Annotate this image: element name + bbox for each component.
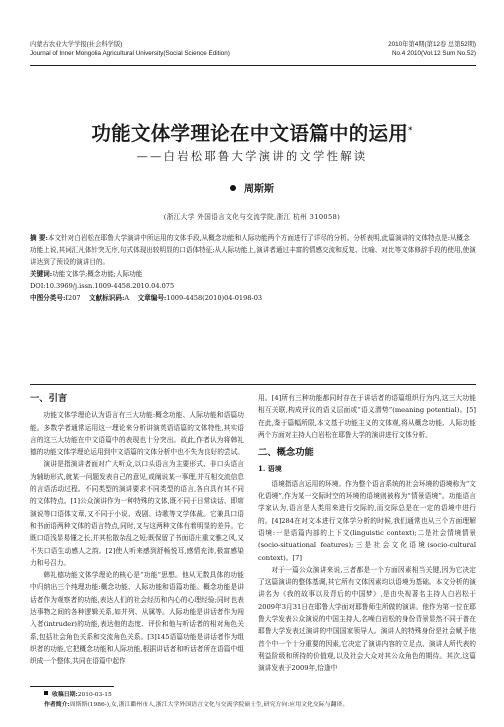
classification-line	[30, 292, 476, 304]
abstract-block	[30, 232, 476, 304]
subsection-heading-context: 1. 语境	[258, 464, 282, 474]
keywords-label: 关键词:	[30, 270, 53, 278]
article-no-value: 1009-4458(2010)04-0198-03	[166, 294, 263, 302]
article-subtitle: ——白岩松耶鲁大学演讲的文学性解读	[136, 150, 368, 163]
issue-info-en: No.4 2010(Vol.12 Sum No.52)	[391, 50, 476, 57]
paragraph: 韩礼德功能文体学理论的核心是“功能”思想。他从无数具体的功能中归纳出三个纯理功能:概念功能、人际功能和语篇功能。概念功能是讲话者作为观察者的功能,表达人们的社会经历和内心的心理经验;同时也表达事物之间的各种逻辑关系,如并列、从属等。人际功能是讲话者作为闯入者(intruder)的功能,表达他的态度、评价和他与听话者的相对角色关系,包括社会角色关系和交流角色关系。[3]145语篇功能是讲话者作为组织者的功能,它把概念功能和人际功能,根据讲话者和听话者所在语篇中组织成一个整体,共同在语篇中起作	[30, 571, 244, 666]
title-footnote-mark: *	[408, 124, 413, 135]
author-line	[0, 180, 504, 195]
received-date	[44, 690, 476, 700]
article-no-label: 文章编号:	[137, 294, 167, 302]
section-heading-ideational: 二、概念功能	[258, 447, 314, 458]
clc-value: I207	[65, 294, 81, 302]
article-title-text: 功能文体学理论在中文语篇中的运用	[91, 122, 409, 145]
author-bio	[44, 700, 476, 710]
paragraph: 语境指语言运用的环境。作为整个语言系统的社会环境的语境称为“文化语境”,作为某一交际时空的环境的语境则被称为“情景语境”。功能语言学家认为,语言是人类用来进行交际的,而交际总是在一定的语境中进行的。[4]284在对文本进行文体学分析的时候,我们通常也从三个方面理解语境:一是语篇内部的上下文(linguistic context);二是社会情境情景(socio-situational features);三是社会文化语境(socio-cultural context)。[7]	[258, 479, 476, 562]
abstract	[30, 232, 476, 268]
footnote-rule	[30, 686, 114, 687]
footnote	[44, 690, 476, 710]
doi: DOI:10.3969/j.issn.1009-4458.2010.04.075	[30, 282, 175, 290]
author-bio-label: 作者简介:	[44, 701, 70, 708]
body-column-right	[258, 392, 476, 675]
author-bio-text: 周斯斯(1986-),女,浙江衢州市人,浙江大学外国语言文化与交流学院硕士生,研究方向:应用文化交际与翻译。	[69, 702, 349, 708]
section-heading-introduction: 一、引言	[30, 393, 68, 403]
doc-code-label: 文献标识码:	[89, 294, 125, 302]
paragraph: 演讲是指演讲者面对广大听众,以口头语言为主要形式、非口头语言为辅助形式,就某一问题发表自己的意见,或阐说某一事理,并互相交流信息的言语活动过程。不同类型的演讲要求不同类型的语言,各自具有其不同的文体特点。[1]公众演讲作为一种特殊的文体,既不同于日常谈话、即席演说等口语体文章,又不同于小说、戏剧、诗歌等文学体裁。它兼具口语和书面语两种文体的语言特点,同时,又与这两种文体有着明显的差异。它既口语浅显易懂之长,并其松散杂乱之短;既保留了书面语庄重文雅之风,又不失口语生动感人之韵。[2]使人听来感到舒畅悦耳,感情充沛,极富感染力和号召力。	[30, 460, 244, 567]
keywords-text: 功能文体学;概念功能;人际功能	[52, 270, 143, 278]
article-title	[0, 118, 504, 146]
bullet-icon	[230, 185, 236, 191]
abstract-label: 摘 要:	[30, 234, 48, 242]
issue-info-cn: 2010年第4期(第12卷 总第52期)	[388, 41, 476, 48]
author-name: 周斯斯	[244, 184, 274, 195]
paragraph: 功能文体学理论认为语言有三大功能:概念功能、人际功能和语篇功能。多数学者通常运用这一理论来分析讲演英语语篇的文体特性,其实语言的这三大功能在中文语篇中的表现也十分突出。故此,作者认为将韩礼德的功能文体学理论运用到中文语篇的文体分析中也不失为良好的尝试。	[30, 411, 244, 457]
body-column-left	[30, 392, 244, 668]
journal-name-en: Journal of Inner Mongolia Agricultural University(Social Science Edition)	[30, 50, 230, 57]
abstract-text: 本文针对白岩松在耶鲁大学演讲中所运用的文体手段,从概念功能和人际功能两个方面进行了详尽的分析。分析表明,此篇演讲的文体特点是:从概念功能上说,其词汇凡体针突无序,句式体现出较明显的口语体特征;从人际功能上,演讲者通过丰富的情感交流和反复、比喻、对比等文体修辞手段的使用,使演讲达到了预设的演讲目的。	[30, 234, 476, 266]
received-value: 2010-03-15	[77, 692, 112, 698]
keywords	[30, 268, 476, 280]
abstract-rule	[30, 384, 476, 385]
paragraph: 用。[4]所有三种功能都同时存在于讲话者的语篇组织行为内,这三大功能相互关联,构成评议的语义层面或“语义潜势”(meaning potential)。[5]在此,鉴于篇幅所限,本文基于功能主义的文体观,将从概念功能、人际功能两个方面对主持人白岩松在耶鲁大学的演讲进行文体分析。	[258, 394, 476, 439]
clc-label: 中图分类号:	[30, 294, 66, 302]
running-header	[30, 40, 476, 64]
affiliation: (浙江大学 外国语言文化与交流学院,浙江 杭州 310058)	[163, 213, 341, 221]
journal-name-cn: 内蒙古农业大学学报(社会科学版)	[30, 41, 123, 48]
header-rule	[30, 65, 476, 66]
paragraph: 对于一篇公众演讲来说,三者都是一个方面因素相当关键,因为它决定了这篇演讲的整体基调,其它所有文体因素均以语境为基础。本文分析的演讲名为《我的故事以及背后的中国梦》,是由央视著名主持人白岩松于2009年3月31日在耶鲁大学面对耶鲁师生所做的演讲。他作为第一位在耶鲁大学发表公众演说的中国主持人,名噪白岩松的身份背景显然不同于普在耶鲁大学发表过演讲的中国国家领导人。演讲人的特殊身份是社会赋予他首个中一个十分重要的因素,它决定了演讲内容的立足点、演讲人所代表的利益阶级和所持的价值观,以及社会大众对其公众角色的期待。其次,这篇演讲发表于2009年,恰逢中	[258, 565, 476, 673]
footnote-mark-icon	[44, 691, 48, 695]
doc-code-value: A	[124, 294, 130, 302]
received-label: 收稿日期:	[52, 691, 78, 698]
